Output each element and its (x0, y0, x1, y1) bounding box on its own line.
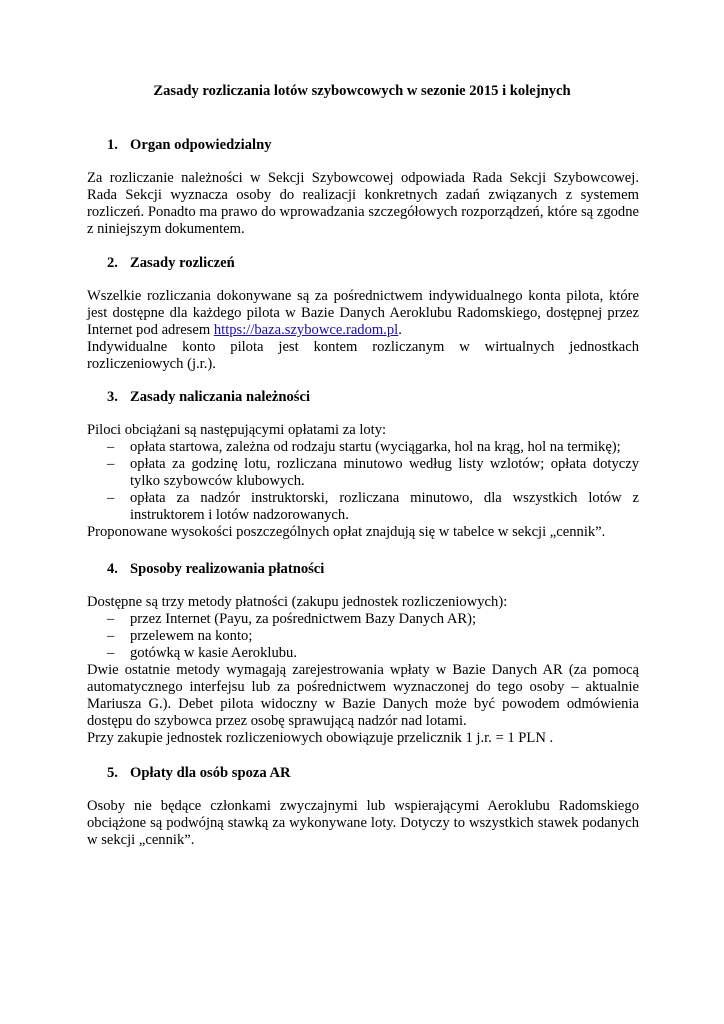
list-item (87, 439, 639, 456)
list-dash: – (107, 439, 115, 455)
section-zasady-naliczania (87, 389, 639, 541)
database-link[interactable]: https://baza.szybowce.radom.pl (213, 322, 399, 338)
list-item-text: opłata startowa, zależna od rodzaju startu (wyciągarka, hol na krąg, hol na termikę); (130, 439, 621, 455)
list-item (87, 456, 639, 490)
section-number: 4. (107, 561, 118, 577)
section-number: 2. (107, 255, 118, 271)
section-paragraph: Osoby nie będące członkami zwyczajnymi lub wspierającymi Aeroklubu Radomskiego obciążone są podwójną stawką za wykonywane loty. Dotyczy to wszystkich stawek podanych w sekcji „cennik”. (87, 798, 639, 848)
section-paragraph (87, 288, 639, 339)
section-paragraph: Indywidualne konto pilota jest kontem rozliczanym w wirtualnych jednostkach rozliczeniowych (j.r.). (87, 339, 639, 372)
section-paragraph: Piloci obciążani są następującymi opłatami za loty: (87, 422, 387, 438)
paragraph-text: . (398, 322, 402, 338)
section-zasady-rozliczen (87, 255, 639, 373)
section-title: Sposoby realizowania płatności (130, 561, 325, 577)
section-heading (107, 561, 639, 578)
paragraph-text: Wszelkie rozliczania dokonywane są za pośrednictwem indywidualnego konta pilota, które jest dostępne dla każdego pilota w Bazie Danych Aeroklubu Radomskiego, dostępnej przez Internet pod adresem (87, 288, 639, 338)
list-dash: – (107, 645, 115, 661)
list-item-text: przelewem na konto; (130, 628, 253, 644)
section-paragraph: Za rozliczanie należności w Sekcji Szybowcowej odpowiada Rada Sekcji Szybowcowej. Rada Sekcji wyznacza osoby do realizacji konkretnych zadań związanych z systemem rozliczeń. Ponadto ma prawo do wprowadzania szczegółowych rozporządzeń, które są zgodne z niniejszym dokumentem. (87, 170, 639, 237)
document-title: Zasady rozliczania lotów szybowcowych w sezonie 2015 i kolejnych (153, 83, 571, 99)
section-title: Organ odpowiedzialny (130, 137, 272, 153)
section-number: 3. (107, 389, 118, 405)
section-paragraph: Dostępne są trzy metody płatności (zakupu jednostek rozliczeniowych): (87, 594, 508, 610)
fee-list (87, 439, 639, 524)
list-item (87, 645, 639, 662)
list-item-text: gotówką w kasie Aeroklubu. (130, 645, 297, 661)
list-item (87, 611, 639, 628)
section-paragraph: Proponowane wysokości poszczególnych opłat znajdują się w tabelce w sekcji „cennik”. (87, 524, 606, 540)
section-paragraph: Dwie ostatnie metody wymagają zarejestrowania wpłaty w Bazie Danych AR (za pomocą automatycznego interfejsu lub za pośrednictwem wyznaczonej do tego osoby – aktualnie Mariusza G.). Debet pilota widoczny w Bazie Danych może być powodem odmówienia dostępu do szybowca przez osobę sprawującą nadzór nad lotami. (87, 662, 639, 729)
section-organ-odpowiedzialny (87, 137, 639, 238)
section-oplaty-spoza-ar (87, 765, 639, 849)
payment-methods-list (87, 611, 639, 662)
section-heading (107, 255, 639, 272)
list-dash: – (107, 456, 115, 472)
list-dash: – (107, 490, 115, 506)
section-heading (107, 137, 639, 154)
list-item (87, 490, 639, 524)
section-heading (107, 765, 639, 782)
section-sposoby-platnosci (87, 561, 639, 747)
section-heading (107, 389, 639, 406)
section-paragraph: Przy zakupie jednostek rozliczeniowych obowiązuje przelicznik 1 j.r. = 1 PLN . (87, 730, 554, 746)
section-title: Opłaty dla osób spoza AR (130, 765, 291, 781)
section-title: Zasady rozliczeń (130, 255, 235, 271)
list-dash: – (107, 611, 115, 627)
list-item-text: opłata za godzinę lotu, rozliczana minutowo według listy wzlotów; opłata dotyczy tylko szybowców klubowych. (130, 456, 639, 489)
list-item (87, 628, 639, 645)
list-item-text: opłata za nadzór instruktorski, rozliczana minutowo, dla wszystkich lotów z instruktorem i lotów nadzorowanych. (130, 490, 639, 523)
section-title: Zasady naliczania należności (130, 389, 311, 405)
list-item-text: przez Internet (Payu, za pośrednictwem Bazy Danych AR); (130, 611, 477, 627)
section-number: 1. (107, 137, 118, 153)
section-number: 5. (107, 765, 118, 781)
list-dash: – (107, 628, 115, 644)
